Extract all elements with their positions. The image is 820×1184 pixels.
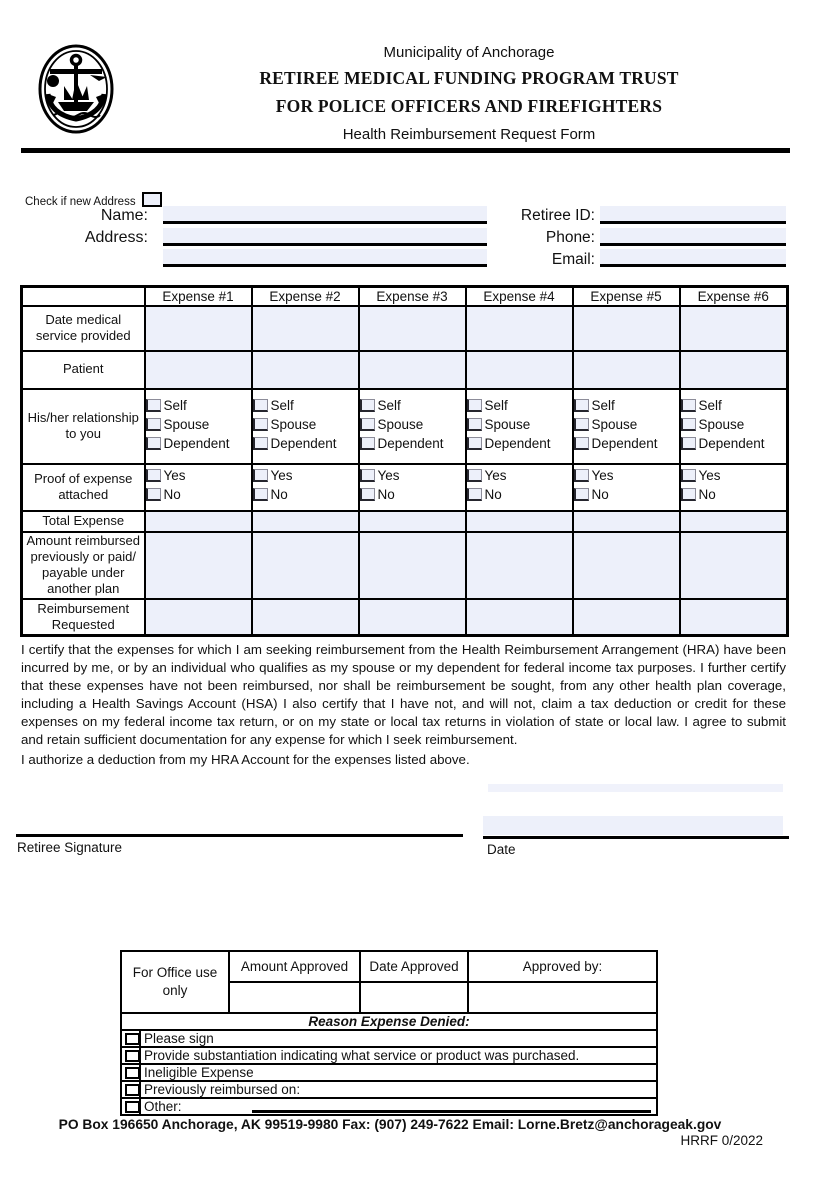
org-name: Municipality of Anchorage	[383, 44, 555, 61]
dependent-option-label: Dependent	[698, 435, 765, 451]
substantiation-checkbox[interactable]	[125, 1050, 140, 1062]
spouse-option-label: Spouse	[698, 416, 745, 432]
expense-5-self-checkbox[interactable]	[574, 399, 589, 412]
expense-6-date-cell[interactable]	[680, 306, 788, 351]
other-label: Other:	[144, 1099, 182, 1114]
phone-field[interactable]	[600, 228, 786, 246]
other-write-in-line[interactable]	[252, 1103, 651, 1113]
upper-right-field[interactable]	[488, 784, 783, 792]
spouse-option-label: Spouse	[484, 416, 531, 432]
reason-denied-header-row	[121, 1013, 657, 1030]
approved-by-cell[interactable]	[468, 982, 657, 1013]
expense-6-reimbursement-cell[interactable]	[680, 599, 788, 636]
other-checkbox[interactable]	[125, 1101, 140, 1113]
expense-3-dependent-checkbox[interactable]	[360, 437, 375, 450]
expense-table-corner-cell	[22, 287, 145, 306]
proof-label: Proof of expense attached	[22, 464, 145, 511]
dependent-option-label: Dependent	[163, 435, 230, 451]
other-cell	[140, 1098, 657, 1115]
expense-1-total-cell[interactable]	[145, 511, 252, 532]
yes-option-label: Yes	[377, 468, 400, 483]
expense-4-header: Expense #4	[466, 287, 573, 306]
expense-6-proof-yes-checkbox[interactable]	[681, 469, 696, 482]
expense-3-amount-reimbursed-cell[interactable]	[359, 532, 466, 599]
dependent-option-label: Dependent	[270, 435, 337, 451]
expense-1-self-checkbox[interactable]	[146, 399, 161, 412]
office-use-only-label: For Office use only	[121, 951, 229, 1013]
patient-row	[22, 351, 788, 389]
retiree-signature-label: Retiree Signature	[17, 840, 123, 855]
yes-option-label: Yes	[591, 468, 614, 483]
expense-3-self-checkbox[interactable]	[360, 399, 375, 412]
expense-2-proof-no-checkbox[interactable]	[253, 488, 268, 501]
reason-denied-header: Reason Expense Denied:	[121, 1013, 657, 1030]
expense-2-header: Expense #2	[252, 287, 359, 306]
expense-4-amount-reimbursed-cell[interactable]	[466, 532, 573, 599]
reason-row-previously-reimbursed	[121, 1081, 657, 1098]
expense-5-total-cell[interactable]	[573, 511, 680, 532]
spouse-option-label: Spouse	[377, 416, 424, 432]
expense-4-dependent-checkbox[interactable]	[467, 437, 482, 450]
retiree-id-label: Retiree ID:	[520, 207, 595, 224]
expense-6-amount-reimbursed-cell[interactable]	[680, 532, 788, 599]
previously-reimbursed-checkbox[interactable]	[125, 1084, 140, 1096]
footer-contact-line: PO Box 196650 Anchorage, AK 99519-9980 Fax: (907) 249-7622 Email: Lorne.Bretz@anchorageak.gov	[58, 1117, 722, 1132]
expense-2-proof-yes-checkbox[interactable]	[253, 469, 268, 482]
date-field[interactable]	[483, 816, 783, 835]
expense-1-header: Expense #1	[145, 287, 252, 306]
name-label: Name:	[100, 207, 148, 224]
expense-1-proof-cell	[145, 464, 252, 511]
expense-4-spouse-checkbox[interactable]	[467, 418, 482, 431]
expense-6-spouse-checkbox[interactable]	[681, 418, 696, 431]
expense-2-date-cell[interactable]	[252, 306, 359, 351]
expense-5-header: Expense #5	[573, 287, 680, 306]
expense-1-reimbursement-cell[interactable]	[145, 599, 252, 636]
expense-5-reimbursement-cell[interactable]	[573, 599, 680, 636]
expense-5-amount-reimbursed-cell[interactable]	[573, 532, 680, 599]
substantiation-label: Provide substantiation indicating what service or product was purchased.	[140, 1047, 657, 1064]
expense-6-header: Expense #6	[680, 287, 788, 306]
expense-header-row	[22, 287, 788, 306]
office-use-table	[120, 950, 658, 1116]
address-field-line2[interactable]	[163, 249, 487, 267]
expense-4-relationship-cell	[466, 389, 573, 464]
expense-5-spouse-checkbox[interactable]	[574, 418, 589, 431]
total-expense-label: Total Expense	[22, 511, 145, 532]
form-title-line1: RETIREE MEDICAL FUNDING PROGRAM TRUST	[259, 68, 679, 88]
name-field[interactable]	[163, 206, 487, 224]
expense-6-proof-cell	[680, 464, 788, 511]
no-option-label: No	[377, 487, 395, 502]
amount-reimbursed-label: Amount reimbursed previously or paid/ payable under another plan	[22, 532, 145, 599]
expense-6-proof-no-checkbox[interactable]	[681, 488, 696, 501]
expense-1-date-cell[interactable]	[145, 306, 252, 351]
form-subtitle: Health Reimbursement Request Form	[342, 126, 596, 143]
email-field[interactable]	[600, 249, 786, 267]
relationship-row	[22, 389, 788, 464]
date-service-label: Date medical service provided	[22, 306, 145, 351]
expense-2-proof-cell	[252, 464, 359, 511]
please-sign-checkbox[interactable]	[125, 1033, 140, 1045]
check-new-address-label: Check if new Address	[25, 196, 136, 208]
reason-row-ineligible	[121, 1064, 657, 1081]
dependent-option-label: Dependent	[484, 435, 551, 451]
yes-option-label: Yes	[270, 468, 293, 483]
expense-3-proof-no-checkbox[interactable]	[360, 488, 375, 501]
expense-5-patient-cell[interactable]	[573, 351, 680, 389]
header-divider	[21, 148, 790, 153]
yes-option-label: Yes	[698, 468, 721, 483]
expense-2-relationship-cell	[252, 389, 359, 464]
certification-paragraph: I certify that the expenses for which I am seeking reimbursement from the Health Reimbursement Arrangement (HRA) have been incurred by me, or by an individual who qualifies as my spouse or my dependent for federal income tax purposes. I further certify that these expenses have not been reimbursed, nor shall be reimbursement be sought, from any other health plan coverage, including a Health Savings Account (HSA) I also certify that I have not, and will not, claim a tax deduction or credit for these expenses on my federal income tax return, or on my state or local tax returns in violation of state or local law. I agree to submit and retain sufficient documentation for any expense for which I seek reimbursement.	[21, 642, 786, 747]
spouse-option-label: Spouse	[591, 416, 638, 432]
spouse-option-label: Spouse	[270, 416, 317, 432]
date-label: Date	[487, 842, 516, 857]
expense-1-spouse-checkbox[interactable]	[146, 418, 161, 431]
expense-1-proof-no-checkbox[interactable]	[146, 488, 161, 501]
expense-2-patient-cell[interactable]	[252, 351, 359, 389]
expense-3-proof-cell	[359, 464, 466, 511]
expense-1-amount-reimbursed-cell[interactable]	[145, 532, 252, 599]
ineligible-expense-label: Ineligible Expense	[140, 1064, 657, 1081]
address-field-line1[interactable]	[163, 228, 487, 246]
no-option-label: No	[698, 487, 716, 502]
no-option-label: No	[484, 487, 502, 502]
expense-1-relationship-cell	[145, 389, 252, 464]
date-approved-cell[interactable]	[360, 982, 468, 1013]
dependent-option-label: Dependent	[377, 435, 444, 451]
expense-6-dependent-checkbox[interactable]	[681, 437, 696, 450]
expense-3-date-cell[interactable]	[359, 306, 466, 351]
no-option-label: No	[591, 487, 609, 502]
expense-3-header: Expense #3	[359, 287, 466, 306]
authorization-paragraph: I authorize a deduction from my HRA Account for the expenses listed above.	[21, 752, 470, 767]
approved-by-header: Approved by:	[468, 951, 657, 982]
retiree-signature-line[interactable]	[16, 834, 463, 837]
address-label: Address:	[84, 229, 148, 246]
expense-2-self-checkbox[interactable]	[253, 399, 268, 412]
expense-2-reimbursement-cell[interactable]	[252, 599, 359, 636]
self-option-label: Self	[591, 397, 615, 413]
yes-option-label: Yes	[484, 468, 507, 483]
reason-row-please-sign	[121, 1030, 657, 1047]
phone-label: Phone:	[545, 229, 595, 246]
expense-2-spouse-checkbox[interactable]	[253, 418, 268, 431]
reimbursement-requested-row	[22, 599, 788, 636]
amount-approved-cell[interactable]	[229, 982, 360, 1013]
expense-4-proof-cell	[466, 464, 573, 511]
self-option-label: Self	[484, 397, 508, 413]
expense-3-proof-yes-checkbox[interactable]	[360, 469, 375, 482]
ineligible-expense-checkbox[interactable]	[125, 1067, 140, 1079]
expense-4-total-cell[interactable]	[466, 511, 573, 532]
expense-4-date-cell[interactable]	[466, 306, 573, 351]
expense-2-amount-reimbursed-cell[interactable]	[252, 532, 359, 599]
expense-5-dependent-checkbox[interactable]	[574, 437, 589, 450]
form-title-line2: FOR POLICE OFFICERS AND FIREFIGHTERS	[275, 96, 663, 116]
total-expense-row	[22, 511, 788, 532]
reason-row-other	[121, 1098, 657, 1115]
expense-3-relationship-cell	[359, 389, 466, 464]
previously-reimbursed-label: Previously reimbursed on:	[140, 1081, 657, 1098]
expense-2-total-cell[interactable]	[252, 511, 359, 532]
new-address-checkbox[interactable]	[142, 192, 162, 207]
expense-3-reimbursement-cell[interactable]	[359, 599, 466, 636]
form-code: HRRF 0/2022	[680, 1133, 763, 1148]
self-option-label: Self	[698, 397, 722, 413]
expense-3-patient-cell[interactable]	[359, 351, 466, 389]
expense-2-dependent-checkbox[interactable]	[253, 437, 268, 450]
expense-1-proof-yes-checkbox[interactable]	[146, 469, 161, 482]
expense-6-patient-cell[interactable]	[680, 351, 788, 389]
expense-1-patient-cell[interactable]	[145, 351, 252, 389]
email-label: Email:	[551, 251, 595, 268]
expense-6-relationship-cell	[680, 389, 788, 464]
please-sign-label: Please sign	[140, 1030, 657, 1047]
dependent-option-label: Dependent	[591, 435, 658, 451]
expense-3-spouse-checkbox[interactable]	[360, 418, 375, 431]
self-option-label: Self	[270, 397, 294, 413]
form-header	[130, 44, 808, 143]
no-option-label: No	[163, 487, 181, 502]
amount-reimbursed-row	[22, 532, 788, 599]
reason-row-substantiation	[121, 1047, 657, 1064]
proof-row	[22, 464, 788, 511]
anchorage-municipal-seal-icon	[37, 44, 115, 134]
expense-1-dependent-checkbox[interactable]	[146, 437, 161, 450]
self-option-label: Self	[377, 397, 401, 413]
expense-4-reimbursement-cell[interactable]	[466, 599, 573, 636]
expense-6-total-cell[interactable]	[680, 511, 788, 532]
expense-table	[20, 285, 789, 637]
relationship-label: His/her relationship to you	[22, 389, 145, 464]
date-approved-header: Date Approved	[360, 951, 468, 982]
yes-option-label: Yes	[163, 468, 186, 483]
self-option-label: Self	[163, 397, 187, 413]
expense-6-self-checkbox[interactable]	[681, 399, 696, 412]
expense-5-proof-cell	[573, 464, 680, 511]
expense-5-relationship-cell	[573, 389, 680, 464]
expense-5-proof-no-checkbox[interactable]	[574, 488, 589, 501]
expense-4-proof-yes-checkbox[interactable]	[467, 469, 482, 482]
expense-4-proof-no-checkbox[interactable]	[467, 488, 482, 501]
no-option-label: No	[270, 487, 288, 502]
amount-approved-header: Amount Approved	[229, 951, 360, 982]
date-service-row	[22, 306, 788, 351]
spouse-option-label: Spouse	[163, 416, 210, 432]
expense-5-proof-yes-checkbox[interactable]	[574, 469, 589, 482]
retiree-id-field[interactable]	[600, 206, 786, 224]
date-line	[483, 836, 789, 839]
expense-4-patient-cell[interactable]	[466, 351, 573, 389]
patient-label: Patient	[22, 351, 145, 389]
expense-3-total-cell[interactable]	[359, 511, 466, 532]
expense-4-self-checkbox[interactable]	[467, 399, 482, 412]
expense-5-date-cell[interactable]	[573, 306, 680, 351]
office-header-row	[121, 951, 657, 982]
reimbursement-requested-label: Reimbursement Requested	[22, 599, 145, 636]
